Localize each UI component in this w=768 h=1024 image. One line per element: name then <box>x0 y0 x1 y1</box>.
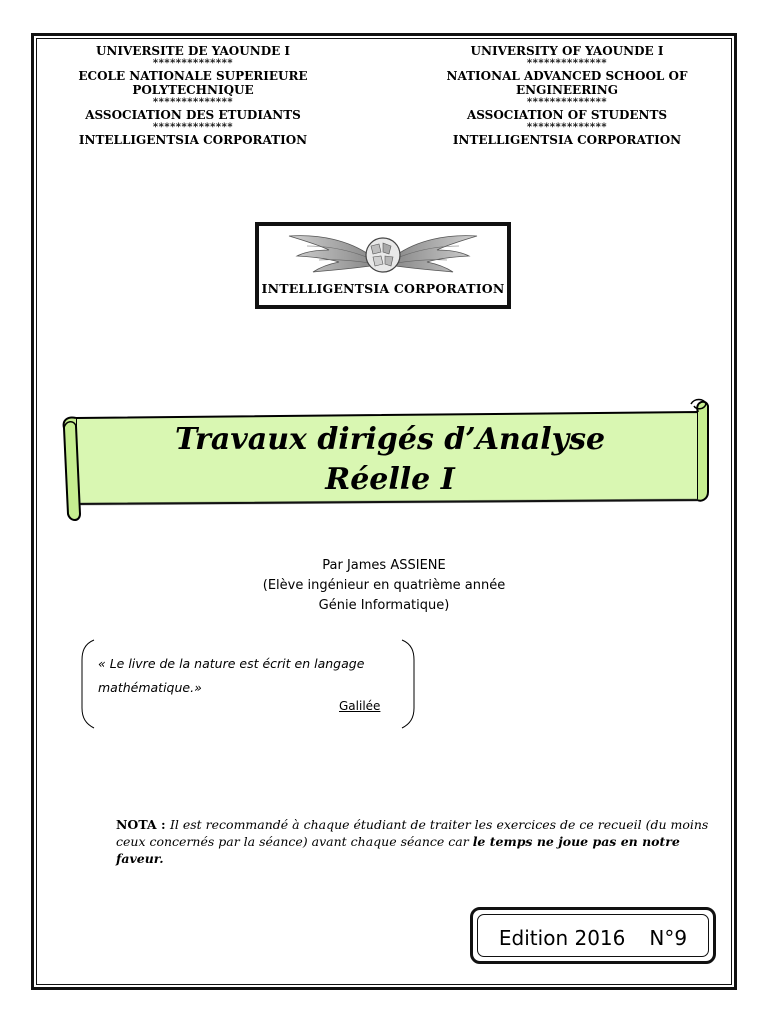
edition-label: Edition 2016 <box>498 926 626 950</box>
header-left-french <box>33 44 353 147</box>
quote-open-mark: « <box>98 656 110 671</box>
corporation-logo <box>255 222 511 309</box>
edition-box <box>470 907 716 964</box>
association-name-en: ASSOCIATION OF STUDENTS <box>466 108 668 122</box>
nota-emphasis: le temps ne joue pas en notre faveur <box>116 834 680 866</box>
edition-text <box>473 926 713 950</box>
title-line-2: Réelle I <box>325 462 455 497</box>
nota-paragraph <box>116 816 728 867</box>
university-name-fr: UNIVERSITE DE YAOUNDE I <box>95 44 291 58</box>
association-name-fr: ASSOCIATION DES ETUDIANTS <box>85 108 301 122</box>
nota-end: . <box>159 851 164 866</box>
title-line-1: Travaux dirigés d’Analyse <box>174 422 606 457</box>
separator-stars: ************** <box>526 58 608 69</box>
school-name-en-line1: NATIONAL ADVANCED SCHOOL OF <box>446 69 688 83</box>
quote-author: Galilée <box>339 699 381 713</box>
author-status: (Elève ingénieur en quatrième année <box>262 578 506 593</box>
university-name-en: UNIVERSITY OF YAOUNDE I <box>470 44 664 58</box>
header-right-english <box>407 44 727 147</box>
quote-body: Le livre de la nature est écrit en langage mathématique. <box>98 656 365 695</box>
logo-text: INTELLIGENTSIA CORPORATION <box>261 281 505 296</box>
school-name-en-line2: ENGINEERING <box>515 83 619 97</box>
separator-stars: ************** <box>526 97 608 108</box>
quote-close-mark: » <box>194 680 202 695</box>
school-name-fr-line2: POLYTECHNIQUE <box>132 83 254 97</box>
author-name: Par James ASSIENE <box>322 558 446 573</box>
separator-stars: ************** <box>152 58 234 69</box>
separator-stars: ************** <box>526 122 608 133</box>
corporation-name-en: INTELLIGENTSIA CORPORATION <box>452 133 682 147</box>
author-block <box>150 556 618 616</box>
corporation-name-fr: INTELLIGENTSIA CORPORATION <box>78 133 308 147</box>
separator-stars: ************** <box>152 97 234 108</box>
nota-text: Il est recommandé à chaque étudiant de traiter les exercices de ce recueil (du moins ceux concernés par la séance) avant chaque séance car <box>116 817 709 849</box>
edition-number: N°9 <box>649 926 688 950</box>
nota-label: NOTA : <box>116 817 170 832</box>
school-name-fr-line1: ECOLE NATIONALE SUPERIEURE <box>78 69 308 83</box>
separator-stars: ************** <box>152 122 234 133</box>
document-title <box>80 420 700 500</box>
quote-text <box>98 652 408 700</box>
author-department: Génie Informatique) <box>318 598 450 613</box>
